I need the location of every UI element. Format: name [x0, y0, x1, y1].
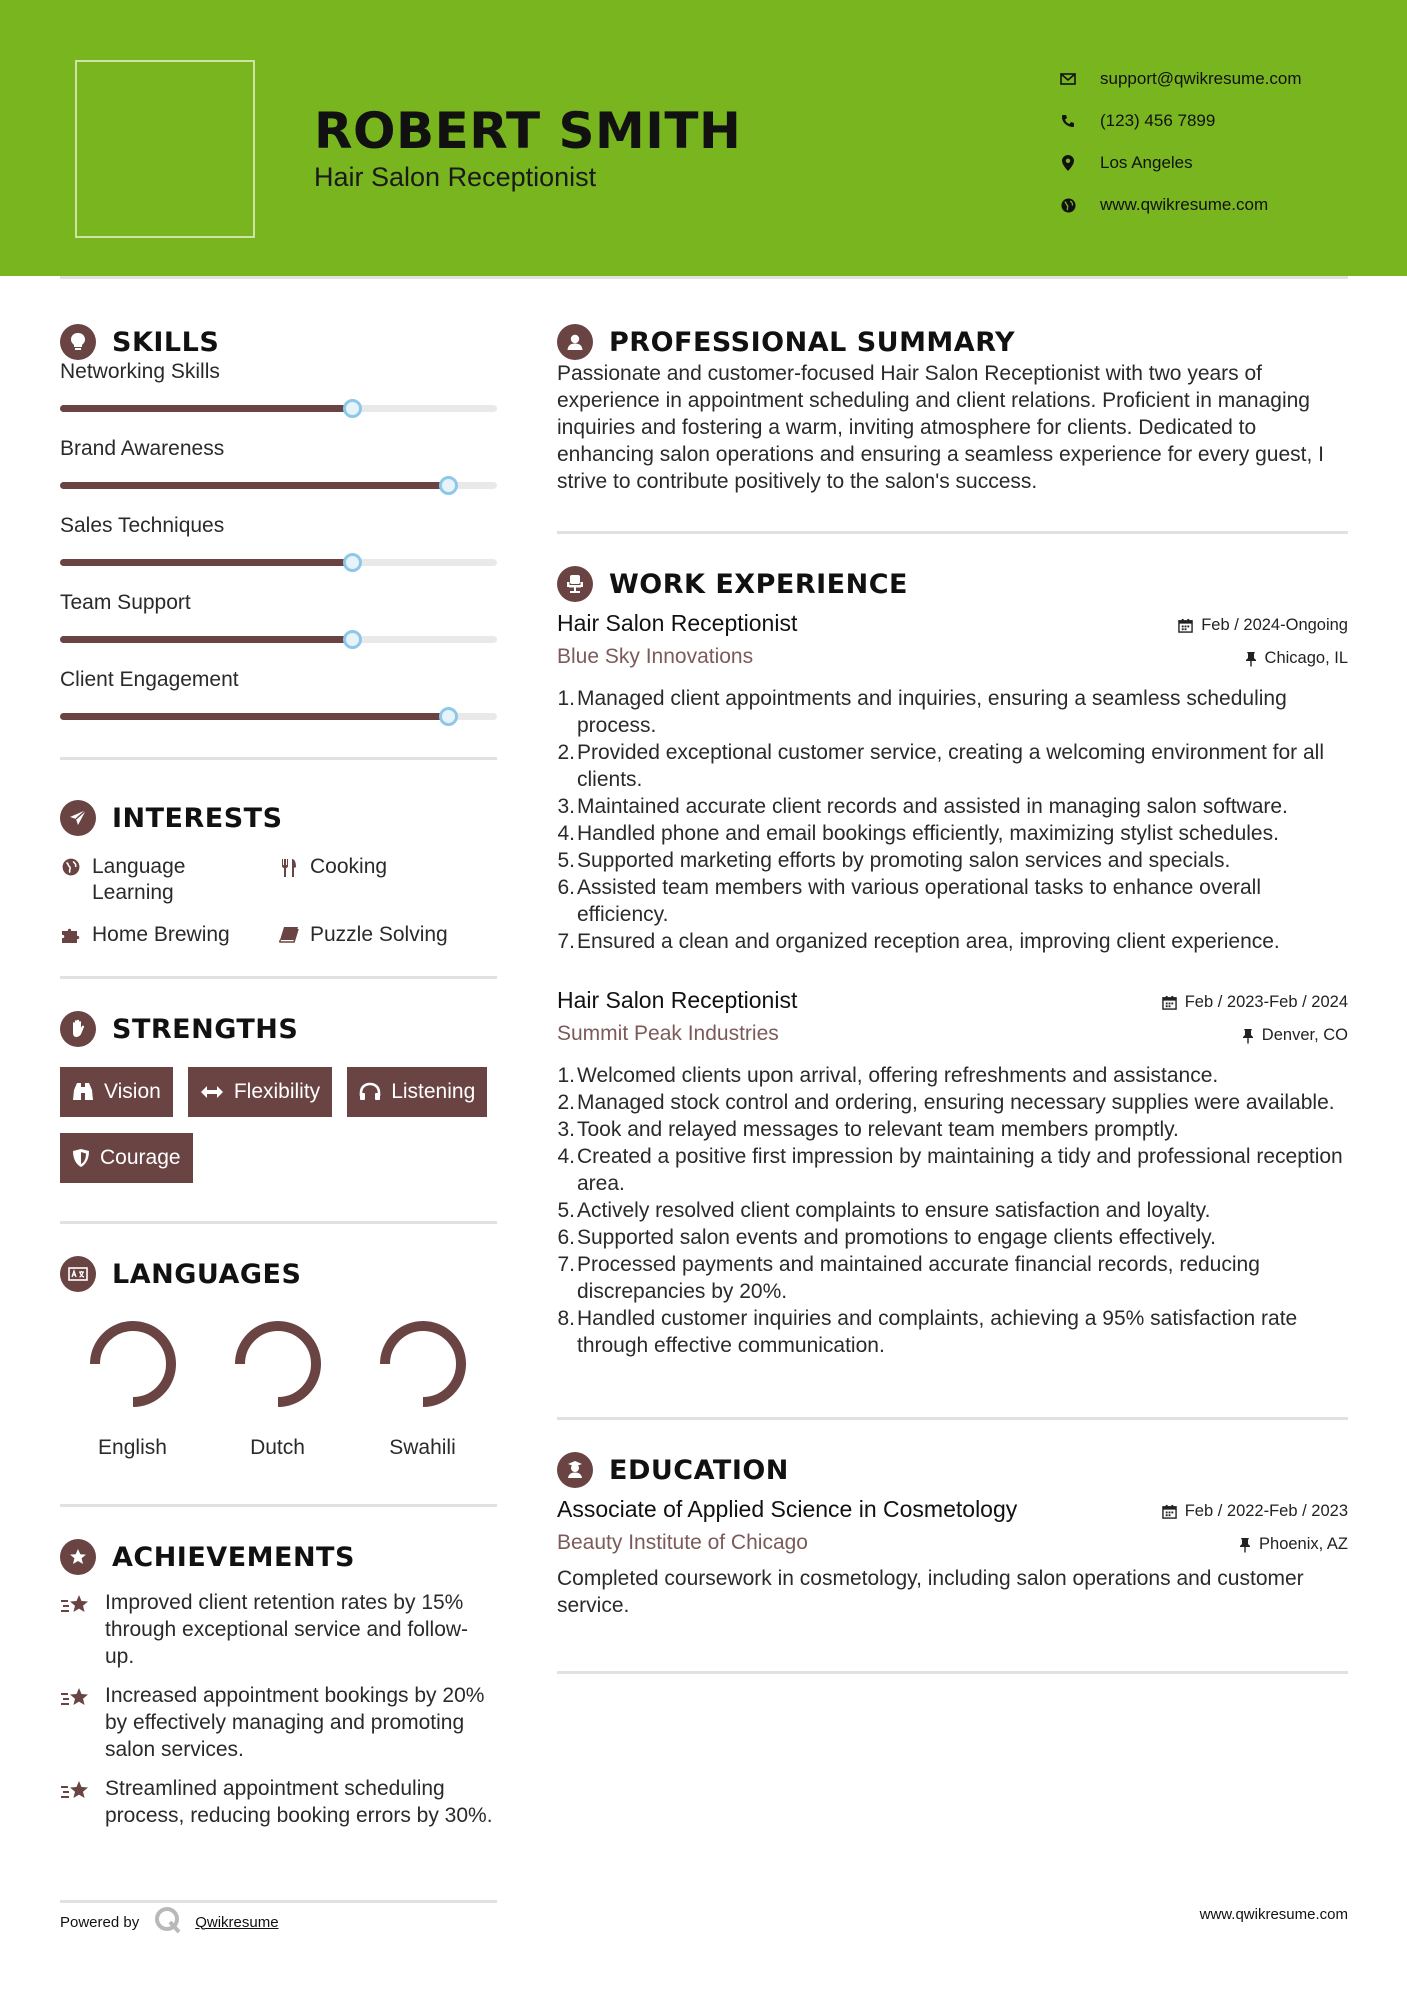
responsibility-item [557, 1116, 1348, 1143]
interest-label: Puzzle Solving [310, 923, 448, 946]
globe-icon [1050, 198, 1086, 213]
skill-bar [60, 405, 497, 412]
language-label: Swahili [389, 1436, 456, 1459]
responsibility-item [557, 1224, 1348, 1251]
left-column [60, 320, 497, 1829]
education-location [1239, 1535, 1348, 1554]
responsibility-text: Ensured a clean and organized reception area, improving client experience. [577, 930, 1280, 953]
responsibility-text: Managed stock control and ordering, ensuring necessary supplies were available. [577, 1091, 1335, 1114]
section-divider [60, 976, 497, 979]
qwikresume-logo-icon [153, 1905, 183, 1939]
languages-list [60, 1314, 497, 1460]
interest-label: Language Learning [92, 855, 186, 904]
list-number: 2. [557, 1091, 575, 1114]
experience-heading [557, 562, 1348, 606]
book-icon [278, 926, 300, 944]
skill-label: Client Engagement [60, 668, 239, 691]
responsibility-text: Maintained accurate client records and assisted in managing salon software. [577, 795, 1288, 818]
responsibility-text: Welcomed clients upon arrival, offering refreshments and assistance. [577, 1064, 1219, 1087]
list-number: 4. [557, 822, 575, 845]
shooting-star-icon [60, 1593, 94, 1670]
responsibility-item [557, 928, 1348, 955]
list-number: 5. [557, 1199, 575, 1222]
skill-item [60, 514, 497, 591]
skill-label: Networking Skills [60, 360, 220, 383]
interest-label: Cooking [310, 855, 388, 878]
skill-bar [60, 482, 497, 489]
job-entry [557, 987, 1348, 1359]
education-title: EDUCATION [609, 1454, 789, 1486]
responsibility-item [557, 847, 1348, 874]
language-item [350, 1314, 495, 1460]
responsibility-item [557, 1089, 1348, 1116]
graduate-icon [557, 1452, 593, 1488]
responsibility-text: Assisted team members with various operational tasks to enhance overall efficiency. [577, 876, 1261, 926]
binoculars-icon [72, 1082, 94, 1102]
skill-bar [60, 713, 497, 720]
responsibility-text: Provided exceptional customer service, creating a welcoming environment for all clients. [577, 741, 1325, 791]
map-marker-icon [1050, 155, 1086, 171]
list-number: 2. [557, 741, 575, 764]
lightbulb-icon [60, 324, 96, 360]
responsibility-text: Supported marketing efforts by promoting salon services and specials. [577, 849, 1231, 872]
responsibility-text: Managed client appointments and inquiries, ensuring a seamless scheduling process. [577, 687, 1287, 737]
interest-item [60, 922, 278, 948]
footer-website-link[interactable]: www.qwikresume.com [1199, 1906, 1348, 1923]
education-heading [557, 1448, 1348, 1492]
job-date [1178, 616, 1348, 635]
job-responsibilities [557, 685, 1348, 955]
list-number: 3. [557, 1118, 575, 1141]
job-date [1162, 993, 1348, 1012]
shield-icon [72, 1148, 90, 1168]
skill-label: Sales Techniques [60, 514, 225, 537]
pushpin-icon [1242, 1028, 1254, 1044]
languages-title: LANGUAGES [112, 1258, 302, 1290]
utensils-icon [278, 858, 300, 878]
responsibility-item [557, 874, 1348, 928]
education-entry [557, 1496, 1348, 1619]
calendar-icon [1162, 995, 1177, 1010]
calendar-icon [1162, 1504, 1177, 1519]
job-location [1242, 1026, 1348, 1045]
job-entry [557, 610, 1348, 955]
list-number: 1. [557, 687, 575, 710]
strength-tag [60, 1133, 193, 1183]
list-number: 6. [557, 876, 575, 899]
shooting-star-icon [60, 1779, 94, 1829]
list-number: 6. [557, 1226, 575, 1249]
arrows-horizontal-icon [200, 1085, 224, 1099]
job-company: Blue Sky Innovations [557, 645, 754, 668]
language-label: English [98, 1436, 167, 1459]
user-icon [557, 324, 593, 360]
strength-label: Vision [104, 1080, 161, 1103]
achievements-list [60, 1589, 497, 1829]
responsibility-text: Created a positive first impression by maintaining a tidy and professional reception area. [577, 1145, 1343, 1195]
contact-website[interactable] [1050, 184, 1302, 226]
interest-label: Home Brewing [92, 923, 230, 946]
list-number: 1. [557, 1064, 575, 1087]
languages-heading [60, 1252, 497, 1296]
achievement-text: Increased appointment bookings by 20% by effectively managing and promoting salon services. [105, 1684, 485, 1761]
strengths-list [60, 1067, 497, 1183]
job-company: Summit Peak Industries [557, 1022, 779, 1045]
strength-label: Courage [100, 1146, 181, 1169]
list-number: 7. [557, 1253, 575, 1276]
contact-list [1050, 58, 1302, 226]
strengths-heading [60, 1007, 497, 1051]
footer-powered-by [60, 1900, 497, 1939]
contact-email[interactable] [1050, 58, 1302, 100]
office-chair-icon [557, 566, 593, 602]
candidate-title: Hair Salon Receptionist [314, 162, 597, 192]
section-divider [557, 531, 1348, 534]
powered-by-text: Powered by [60, 1913, 140, 1931]
skill-bar-knob [343, 553, 362, 572]
achievement-item [60, 1775, 497, 1829]
job-location-text: Denver, CO [1261, 1026, 1348, 1044]
list-number: 3. [557, 795, 575, 818]
list-number: 4. [557, 1145, 575, 1168]
globe-icon [60, 858, 82, 876]
interest-item [60, 854, 278, 906]
strength-label: Listening [391, 1080, 476, 1103]
interests-heading [60, 796, 497, 840]
responsibility-text: Supported salon events and promotions to engage clients effectively. [577, 1226, 1216, 1249]
contact-phone-text: (123) 456 7899 [1100, 111, 1216, 130]
responsibility-item [557, 793, 1348, 820]
education-degree: Associate of Applied Science in Cosmetology [557, 1496, 1018, 1522]
education-description: Completed coursework in cosmetology, including salon operations and customer service. [557, 1567, 1304, 1617]
achievement-text: Improved client retention rates by 15% through exceptional service and follow-up. [105, 1591, 469, 1668]
job-date-text: Feb / 2024-Ongoing [1201, 616, 1348, 634]
list-number: 7. [557, 930, 575, 953]
education-date [1162, 1502, 1348, 1521]
puzzle-icon [60, 926, 82, 944]
section-divider [60, 1221, 497, 1224]
responsibility-text: Took and relayed messages to relevant team members promptly. [577, 1118, 1179, 1141]
contact-location [1050, 142, 1302, 184]
skill-item [60, 437, 497, 514]
education-date-text: Feb / 2022-Feb / 2023 [1184, 1502, 1348, 1520]
interest-item [278, 922, 497, 948]
achievements-title: ACHIEVEMENTS [112, 1541, 355, 1573]
responsibility-item [557, 1143, 1348, 1197]
job-date-text: Feb / 2023-Feb / 2024 [1184, 993, 1348, 1011]
section-divider [60, 1504, 497, 1507]
pushpin-icon [1245, 651, 1257, 667]
job-location [1245, 649, 1348, 668]
language-label: Dutch [250, 1436, 305, 1459]
strength-tag [188, 1067, 332, 1117]
responsibility-item [557, 1305, 1348, 1359]
skill-item [60, 360, 497, 437]
responsibility-item [557, 1251, 1348, 1305]
skill-bar-fill [60, 713, 449, 720]
contact-website-text: www.qwikresume.com [1100, 195, 1269, 214]
language-progress-ring [83, 1314, 183, 1414]
skill-bar [60, 559, 497, 566]
education-school: Beauty Institute of Chicago [557, 1531, 808, 1554]
contact-email-text: support@qwikresume.com [1100, 69, 1302, 88]
skill-bar-fill [60, 636, 353, 643]
contact-phone[interactable] [1050, 100, 1302, 142]
section-divider [557, 1671, 1348, 1674]
star-badge-icon [60, 1539, 96, 1575]
interest-item [278, 854, 497, 906]
strength-tag [60, 1067, 173, 1117]
skill-label: Brand Awareness [60, 437, 225, 460]
list-number: 8. [557, 1307, 575, 1330]
list-number: 5. [557, 849, 575, 872]
strengths-title: STRENGTHS [112, 1013, 299, 1045]
job-role: Hair Salon Receptionist [557, 610, 798, 636]
skill-label: Team Support [60, 591, 191, 614]
header-banner [0, 0, 1407, 276]
paper-plane-icon [60, 800, 96, 836]
skill-item [60, 668, 497, 745]
language-icon [60, 1256, 96, 1292]
skills-list [60, 360, 497, 745]
raised-hand-icon [60, 1011, 96, 1047]
shooting-star-icon [60, 1686, 94, 1763]
phone-icon [1050, 114, 1086, 128]
language-item [205, 1314, 350, 1460]
section-divider [60, 757, 497, 760]
pushpin-icon [1239, 1537, 1251, 1553]
language-item [60, 1314, 205, 1460]
skill-bar-fill [60, 482, 449, 489]
candidate-name: ROBERT SMITH [314, 102, 742, 160]
language-progress-ring [373, 1314, 473, 1414]
responsibility-item [557, 820, 1348, 847]
footer-divider [60, 1900, 497, 1903]
responsibility-item [557, 685, 1348, 739]
responsibility-text: Handled phone and email bookings efficiently, maximizing stylist schedules. [577, 822, 1279, 845]
skill-bar-fill [60, 559, 353, 566]
responsibility-item [557, 739, 1348, 793]
contact-location-text: Los Angeles [1100, 153, 1193, 172]
summary-title: PROFESSIONAL SUMMARY [609, 326, 1016, 358]
skill-bar-knob [343, 399, 362, 418]
interests-title: INTERESTS [112, 802, 283, 834]
skill-bar-knob [343, 630, 362, 649]
responsibility-item [557, 1197, 1348, 1224]
profile-photo-placeholder [75, 60, 255, 238]
achievements-heading [60, 1535, 497, 1579]
skills-heading [60, 320, 497, 364]
qwikresume-link[interactable]: Qwikresume [195, 1913, 279, 1931]
responsibility-text: Handled customer inquiries and complaints, achieving a 95% satisfaction rate through effective communication. [577, 1307, 1298, 1357]
achievement-item [60, 1682, 497, 1763]
section-divider [557, 1417, 1348, 1420]
job-responsibilities [557, 1062, 1348, 1359]
job-location-text: Chicago, IL [1264, 649, 1348, 667]
education-location-text: Phoenix, AZ [1259, 1535, 1348, 1553]
interests-list [60, 854, 497, 948]
job-role: Hair Salon Receptionist [557, 987, 798, 1013]
responsibility-text: Actively resolved client complaints to ensure satisfaction and loyalty. [577, 1199, 1211, 1222]
strength-label: Flexibility [233, 1080, 321, 1103]
skill-item [60, 591, 497, 668]
envelope-icon [1050, 73, 1086, 85]
headphones-icon [359, 1082, 381, 1102]
summary-heading [557, 320, 1348, 364]
responsibility-text: Processed payments and maintained accurate financial records, reducing discrepancies by 20%. [577, 1253, 1260, 1303]
language-progress-ring [228, 1314, 328, 1414]
achievement-text: Streamlined appointment scheduling process, reducing booking errors by 30%. [105, 1777, 493, 1827]
header-divider [60, 276, 1348, 279]
summary-text: Passionate and customer-focused Hair Salon Receptionist with two years of experience in appointment scheduling and client relations. Proficient in managing inquiries and fostering a warm, inviting atmosphere for clients. Dedicated to enhancing salon operations and ensuring a seamless experience for every guest, I strive to contribute positively to the salon's success. [557, 362, 1324, 493]
experience-title: WORK EXPERIENCE [609, 568, 908, 600]
strength-tag [347, 1067, 487, 1117]
skill-bar-knob [439, 476, 458, 495]
skill-bar-fill [60, 405, 353, 412]
skill-bar [60, 636, 497, 643]
skill-bar-knob [439, 707, 458, 726]
right-column [557, 320, 1348, 1674]
skills-title: SKILLS [112, 326, 220, 358]
achievement-item [60, 1589, 497, 1670]
responsibility-item [557, 1062, 1348, 1089]
calendar-icon [1178, 618, 1193, 633]
